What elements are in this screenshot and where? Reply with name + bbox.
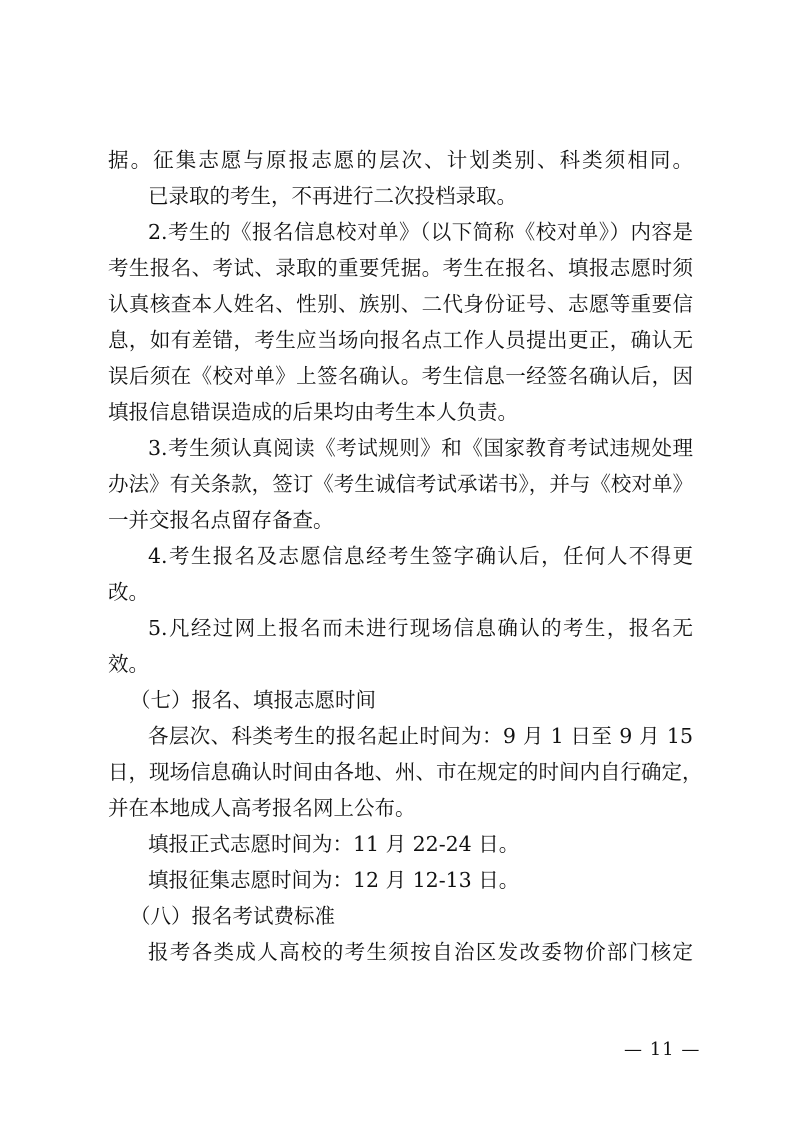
paragraph-line: 2.考生的《报名信息校对单》（以下简称《校对单》）内容是 bbox=[148, 220, 693, 244]
paragraph-line: 填报信息错误造成的后果均由考生本人负责。 bbox=[108, 400, 518, 424]
paragraph-line: 一并交报名点留存备查。 bbox=[108, 508, 334, 532]
paragraph-line: 据。征集志愿与原报志愿的层次、计划类别、科类须相同。 bbox=[108, 148, 693, 172]
paragraph-line: 办法》有关条款，签订《考生诚信考试承诺书》，并与《校对单》 bbox=[108, 472, 693, 496]
paragraph-line: 改。 bbox=[108, 580, 149, 604]
paragraph-line: 认真核查本人姓名、性别、族别、二代身份证号、志愿等重要信 bbox=[108, 292, 693, 316]
section-heading: （七）报名、填报志愿时间 bbox=[130, 688, 376, 712]
paragraph-line: 误后须在《校对单》上签名确认。考生信息一经签名确认后，因 bbox=[108, 364, 693, 388]
paragraph-line: 填报征集志愿时间为：12 月 12-13 日。 bbox=[148, 868, 520, 892]
paragraph-line: 并在本地成人高考报名网上公布。 bbox=[108, 796, 416, 820]
paragraph-line: 各层次、科类考生的报名起止时间为：9 月 1 日至 9 月 15 bbox=[148, 724, 693, 748]
paragraph-line: 考生报名、考试、录取的重要凭据。考生在报名、填报志愿时须 bbox=[108, 256, 693, 280]
paragraph-line: 息，如有差错，考生应当场向报名点工作人员提出更正，确认无 bbox=[108, 328, 693, 352]
paragraph-line: 4.考生报名及志愿信息经考生签字确认后，任何人不得更 bbox=[148, 544, 693, 568]
paragraph-line: 3.考生须认真阅读《考试规则》和《国家教育考试违规处理 bbox=[148, 436, 693, 460]
paragraph-line: 效。 bbox=[108, 652, 149, 676]
paragraph-line: 日，现场信息确认时间由各地、州、市在规定的时间内自行确定， bbox=[108, 760, 703, 784]
paragraph-line: 报考各类成人高校的考生须按自治区发改委物价部门核定 bbox=[148, 940, 693, 964]
paragraph-line: 已录取的考生，不再进行二次投档录取。 bbox=[148, 184, 517, 208]
paragraph-line: 填报正式志愿时间为：11 月 22-24 日。 bbox=[148, 832, 520, 856]
page-number: — 11 — bbox=[624, 1039, 701, 1060]
paragraph-line: 5.凡经过网上报名而未进行现场信息确认的考生，报名无 bbox=[148, 616, 693, 640]
section-heading: （八）报名考试费标准 bbox=[130, 904, 335, 928]
